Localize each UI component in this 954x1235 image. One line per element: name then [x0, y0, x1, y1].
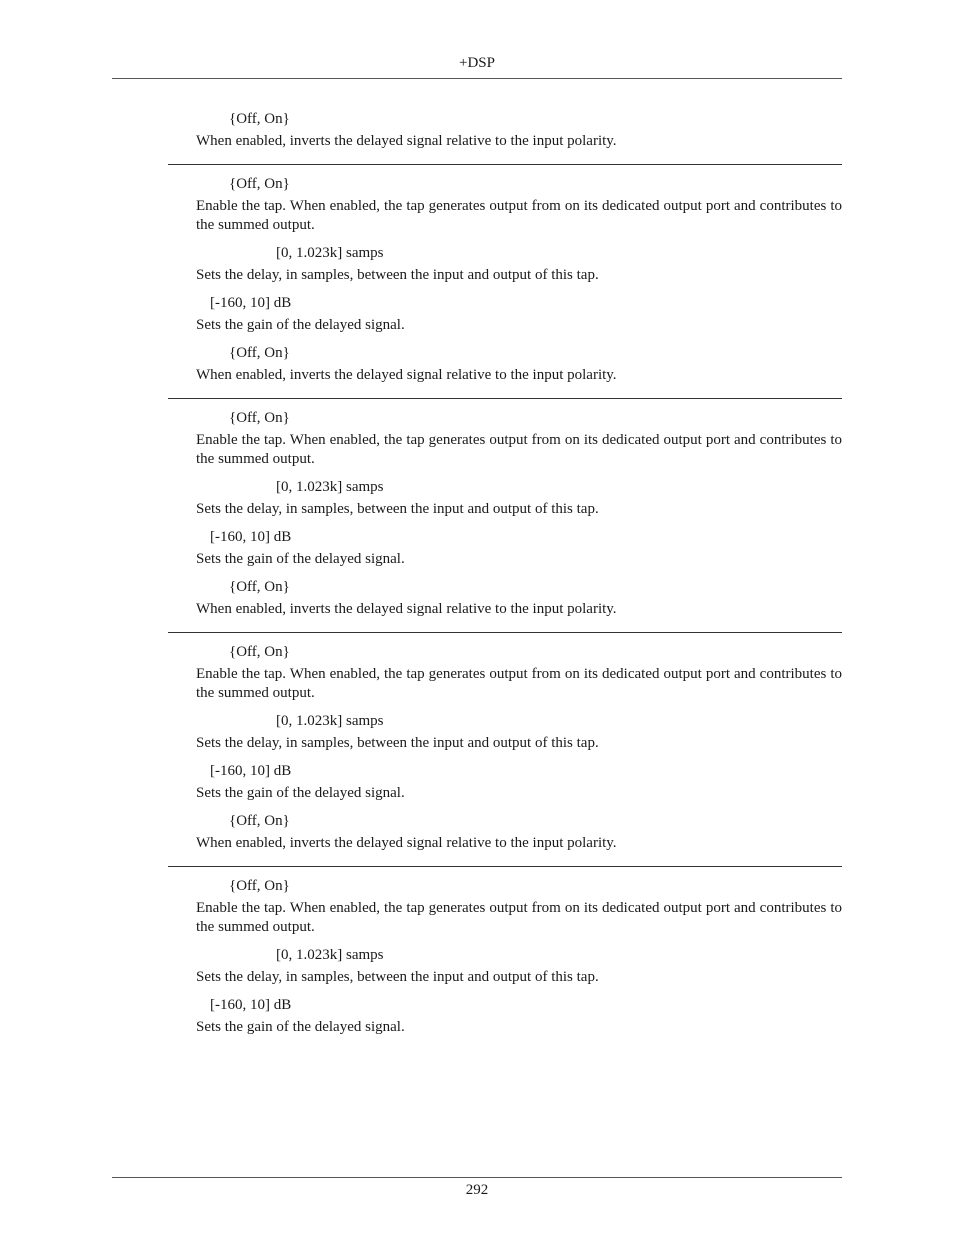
page-number: 292 — [465, 1182, 489, 1198]
delay-range: [0, 1.023k] samps — [276, 713, 384, 729]
gain-description: Sets the gain of the delayed signal. — [196, 317, 405, 333]
invert-range: {Off, On} — [229, 345, 290, 361]
invert-description: When enabled, inverts the delayed signal relative to the input polarity. — [196, 367, 617, 383]
enable-description: Enable the tap. When enabled, the tap generates output from on its dedicated output port and contributes to the summed output. — [196, 432, 842, 467]
section-divider — [168, 632, 842, 633]
gain-range: [-160, 10] dB — [210, 295, 292, 311]
delay-description: Sets the delay, in samples, between the input and output of this tap. — [196, 501, 599, 517]
gain-range: [-160, 10] dB — [210, 997, 292, 1013]
gain-description: Sets the gain of the delayed signal. — [196, 551, 405, 567]
gain-range: [-160, 10] dB — [210, 529, 292, 545]
enable-range: {Off, On} — [229, 878, 290, 894]
invert-description: When enabled, inverts the delayed signal relative to the input polarity. — [196, 835, 617, 851]
page-content — [196, 110, 842, 1037]
gain-description: Sets the gain of the delayed signal. — [196, 1019, 405, 1035]
footer-rule — [112, 1177, 842, 1178]
delay-range: [0, 1.023k] samps — [276, 245, 384, 261]
tap-section — [196, 877, 842, 1037]
enable-description: Enable the tap. When enabled, the tap generates output from on its dedicated output port and contributes to the summed output. — [196, 666, 842, 701]
section-divider — [168, 866, 842, 867]
invert-range: {Off, On} — [229, 111, 290, 127]
enable-range: {Off, On} — [229, 176, 290, 192]
enable-description: Enable the tap. When enabled, the tap generates output from on its dedicated output port and contributes to the summed output. — [196, 900, 842, 935]
delay-range: [0, 1.023k] samps — [276, 947, 384, 963]
tap-section — [196, 175, 842, 385]
gain-range: [-160, 10] dB — [210, 763, 292, 779]
delay-description: Sets the delay, in samples, between the input and output of this tap. — [196, 267, 599, 283]
invert-range: {Off, On} — [229, 579, 290, 595]
section-divider — [168, 164, 842, 165]
intro-section — [196, 110, 842, 151]
enable-description: Enable the tap. When enabled, the tap generates output from on its dedicated output port and contributes to the summed output. — [196, 198, 842, 233]
running-head: +DSP — [459, 55, 495, 71]
enable-range: {Off, On} — [229, 644, 290, 660]
enable-range: {Off, On} — [229, 410, 290, 426]
delay-range: [0, 1.023k] samps — [276, 479, 384, 495]
invert-description: When enabled, inverts the delayed signal relative to the input polarity. — [196, 601, 617, 617]
invert-description: When enabled, inverts the delayed signal relative to the input polarity. — [196, 133, 617, 149]
section-divider — [168, 398, 842, 399]
header-rule — [112, 78, 842, 79]
tap-section — [196, 409, 842, 619]
gain-description: Sets the gain of the delayed signal. — [196, 785, 405, 801]
delay-description: Sets the delay, in samples, between the input and output of this tap. — [196, 735, 599, 751]
tap-section — [196, 643, 842, 853]
delay-description: Sets the delay, in samples, between the input and output of this tap. — [196, 969, 599, 985]
invert-range: {Off, On} — [229, 813, 290, 829]
